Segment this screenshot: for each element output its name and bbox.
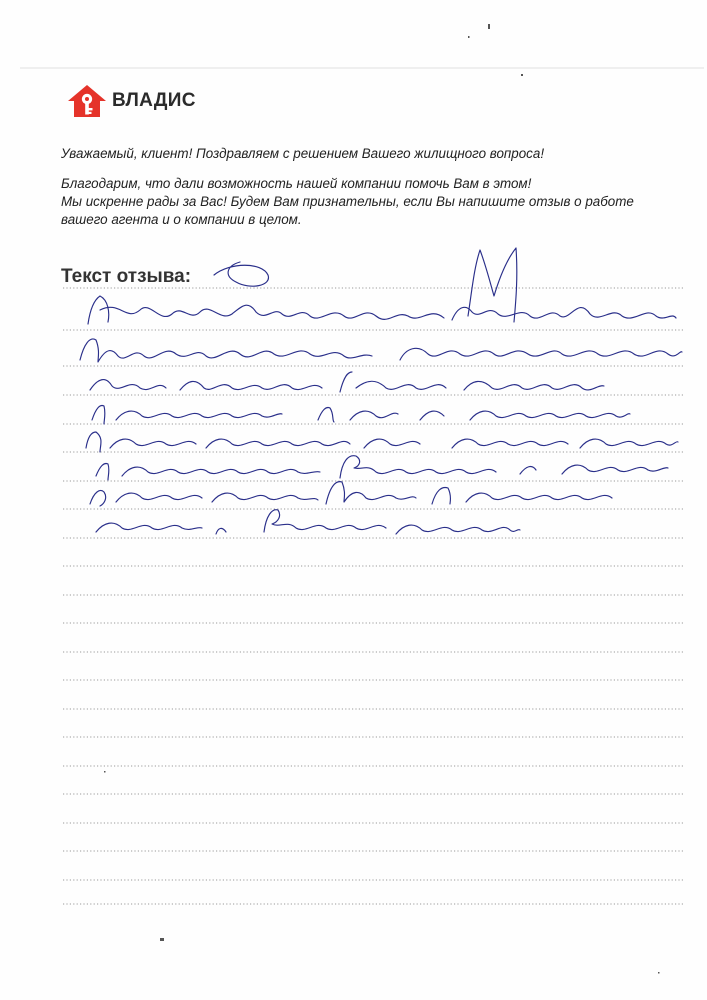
handwritten-line: Я обратилась к ней и не пожалела. <box>92 408 318 424</box>
handwritten-line: жилье. Спасибо огромное. <box>96 520 266 536</box>
handwritten-line: Я очень довольна. Переехали с семьей <box>96 464 337 480</box>
handwritten-line: ровна уже помогла купить квартиру. <box>90 378 330 394</box>
review-heading: Текст отзыва: <box>61 266 192 287</box>
handwritten-line: Мне посоветовали друзья, которым Марина Викто <box>80 348 410 364</box>
thanks-line: Мы искренне рады за Вас! Будем Вам признательны, если Вы напишите отзыв о работе <box>61 194 634 209</box>
thanks-line: Благодарим, что дали возможность нашей компании помочь Вам в этом! <box>61 176 532 191</box>
handwritten-line: в свою квартиру. Много лет снимали <box>90 492 328 508</box>
handwritten-line: Помогла одобрить ипотеку, нашли квартиру. <box>86 436 379 452</box>
brand-name: ВЛАДИС <box>112 90 196 111</box>
greeting-text: Уважаемый, клиент! Поздравляем с решением Вашего жилищного вопроса! <box>61 146 545 161</box>
thanks-line: вашего агента и о компании в целом. <box>61 212 302 227</box>
handwritten-line: Большая благодарность Марине Викторовне. <box>96 313 389 329</box>
